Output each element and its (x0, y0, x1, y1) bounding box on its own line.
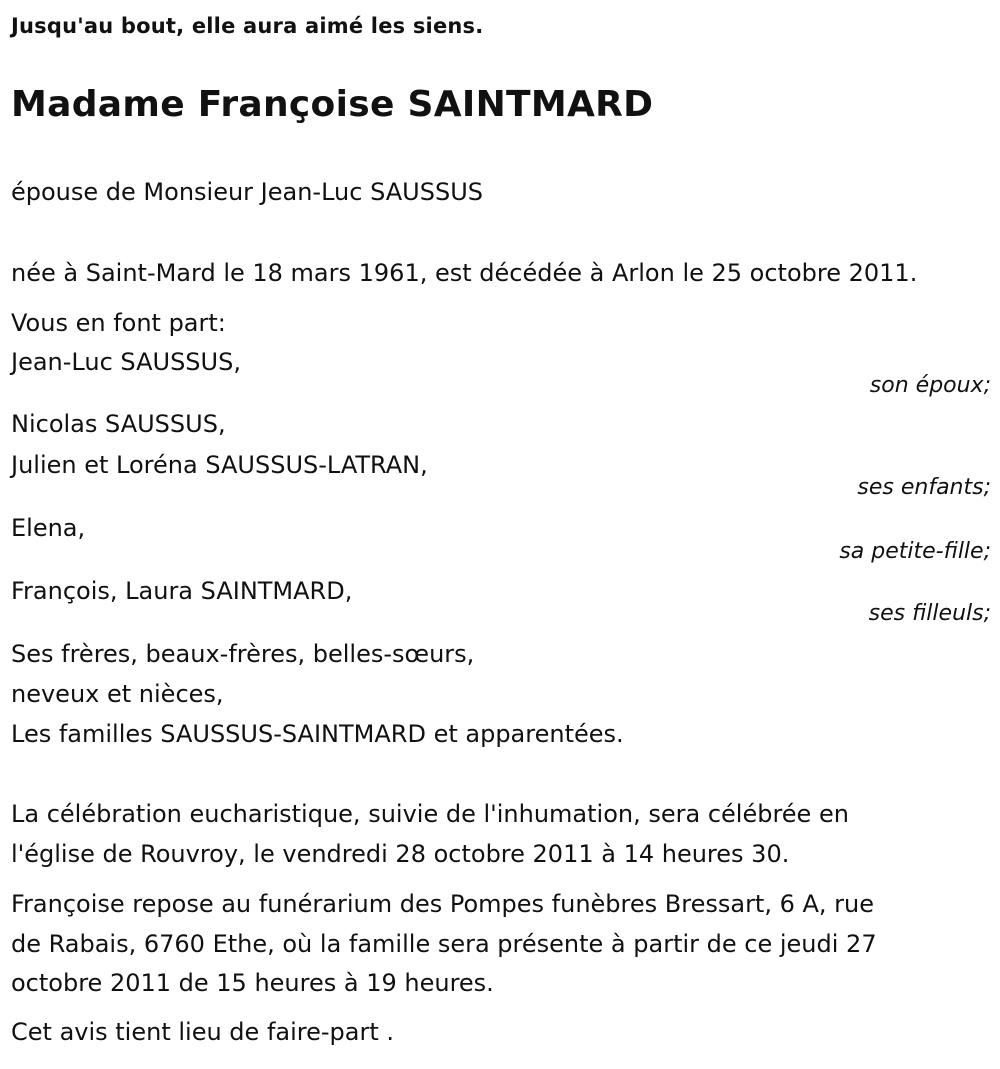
ceremony-line: l'église de Rouvroy, le vendredi 28 octobre 2011 à 14 heures 30. (11, 840, 790, 868)
visitation-line: octobre 2011 de 15 heures à 19 heures. (11, 969, 494, 997)
siblings-line: Ses frères, beaux-frères, belles-sœurs, (11, 640, 475, 668)
children-role: ses enfants; (857, 475, 991, 500)
husband-role: son époux; (869, 373, 991, 398)
ceremony-line: La célébration eucharistique, suivie de l'inhumation, sera célébrée en (11, 800, 849, 828)
closing-line: Cet avis tient lieu de faire-part . (11, 1018, 395, 1046)
spouse-line: épouse de Monsieur Jean-Luc SAUSSUS (11, 178, 484, 206)
granddaughter-name: Elena, (11, 514, 86, 542)
nephews-line: neveux et nièces, (11, 680, 224, 708)
announce-line: Vous en font part: (11, 309, 226, 337)
husband-name: Jean-Luc SAUSSUS, (11, 348, 241, 376)
motto: Jusqu'au bout, elle aura aimé les siens. (11, 14, 484, 38)
godchildren-names: François, Laura SAINTMARD, (11, 577, 353, 605)
granddaughter-role: sa petite-fille; (839, 539, 991, 564)
godchildren-role: ses filleuls; (868, 601, 991, 626)
deceased-name: Madame Françoise SAINTMARD (11, 84, 654, 125)
families-line: Les familles SAUSSUS-SAINTMARD et apparentées. (11, 720, 624, 748)
visitation-line: de Rabais, 6760 Ethe, où la famille sera présente à partir de ce jeudi 27 (11, 930, 877, 958)
visitation-line: Françoise repose au funérarium des Pompes funèbres Bressart, 6 A, rue (11, 890, 875, 918)
child-name: Nicolas SAUSSUS, (11, 410, 226, 438)
birth-death-line: née à Saint-Mard le 18 mars 1961, est décédée à Arlon le 25 octobre 2011. (11, 259, 918, 287)
child-name: Julien et Loréna SAUSSUS-LATRAN, (11, 451, 428, 479)
